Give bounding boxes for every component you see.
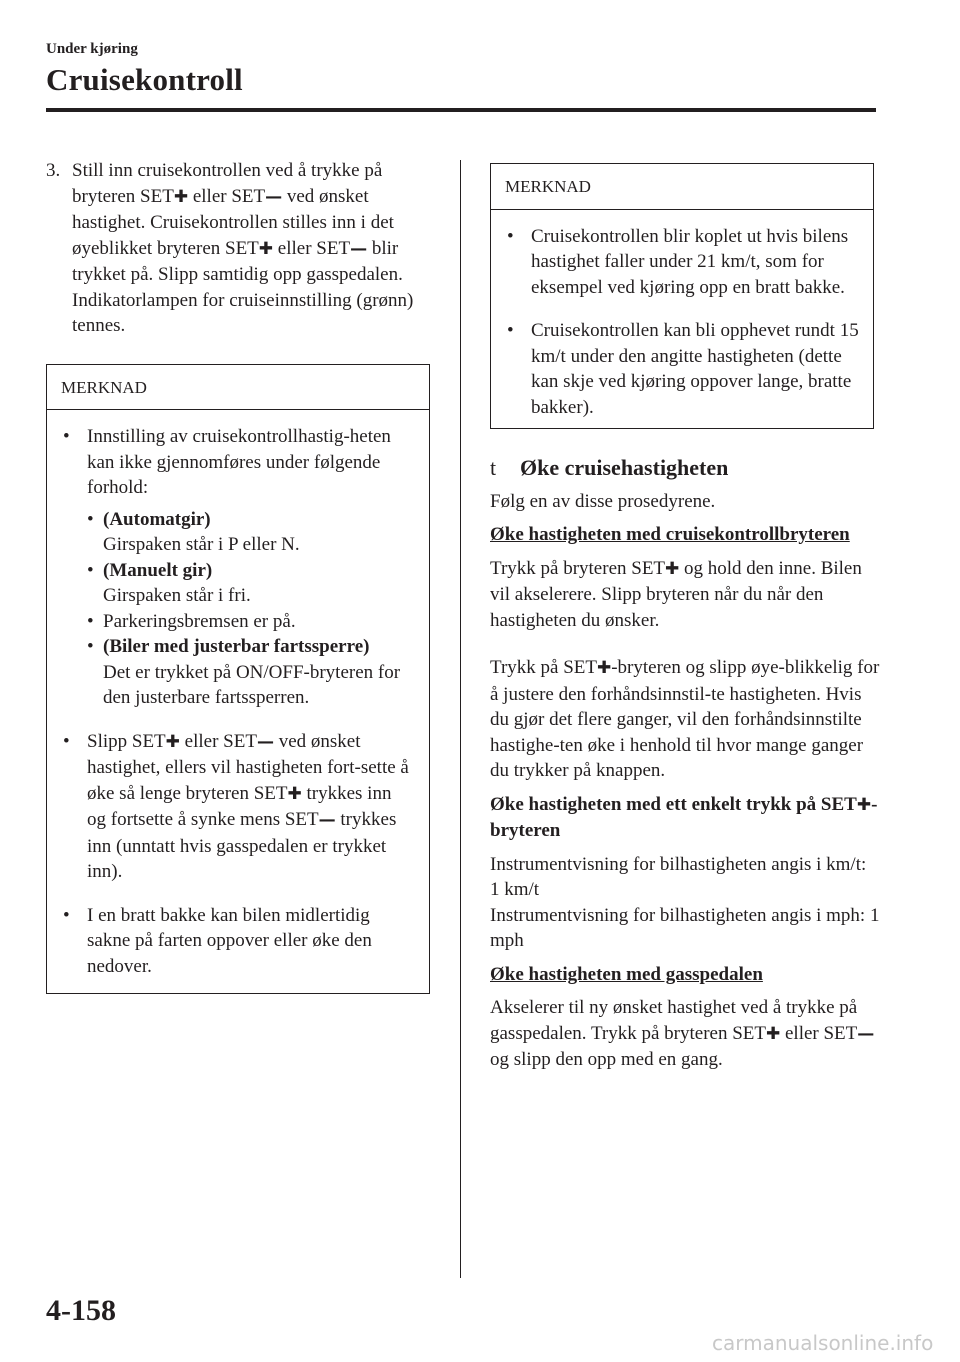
paragraph bbox=[490, 556, 880, 634]
minus-icon: — bbox=[265, 186, 283, 207]
sub-heading-accelerator: Øke hastigheten med gasspedalen bbox=[490, 963, 763, 985]
bullet-text: trykkes inn og fortsette å synke mens SET bbox=[87, 782, 392, 830]
note-bullet bbox=[61, 903, 415, 980]
paragraph bbox=[490, 852, 880, 954]
sub-heading-text: Øke hastigheten med ett enkelt trykk på SET bbox=[490, 793, 857, 815]
plus-icon: ✚ bbox=[596, 658, 612, 678]
note-body bbox=[491, 210, 873, 421]
sub-bullet bbox=[87, 609, 415, 635]
sub-bullet-text: Det er trykket på ON/OFF-bryteren for den justerbare fartssperren. bbox=[103, 661, 401, 708]
bullet-icon: • bbox=[507, 320, 514, 341]
title-rule bbox=[46, 108, 876, 112]
note-bullet bbox=[61, 729, 415, 885]
sub-bullet bbox=[87, 634, 415, 711]
paragraph-text: eller SET bbox=[780, 1022, 858, 1044]
left-column bbox=[46, 158, 436, 994]
note-heading: MERKNAD bbox=[47, 365, 429, 411]
bullet-icon: • bbox=[87, 559, 94, 581]
bullet-text: eller SET bbox=[179, 730, 257, 752]
note-bullet bbox=[505, 318, 859, 420]
bullet-icon: • bbox=[87, 610, 94, 632]
step-3 bbox=[46, 158, 436, 339]
watermark: carmanualsonline.info bbox=[712, 1331, 934, 1355]
section-label: Under kjøring bbox=[46, 41, 138, 57]
plus-icon: ✚ bbox=[765, 1023, 781, 1044]
paragraph-text: og slipp den opp med en gang. bbox=[490, 1049, 723, 1070]
sub-heading-single-press bbox=[490, 792, 880, 844]
note-heading: MERKNAD bbox=[491, 164, 873, 210]
minus-icon: — bbox=[350, 238, 368, 259]
minus-icon: — bbox=[256, 731, 274, 752]
note-bullet bbox=[505, 224, 859, 301]
step-number: 3. bbox=[46, 160, 61, 181]
sub-bullet-bold: (Automatgir) bbox=[103, 508, 211, 530]
note-bullet bbox=[61, 424, 415, 711]
note-box-right bbox=[490, 163, 874, 429]
paragraph-text: og hold den inne. Bilen vil akselerere. Slipp bryteren når du når den hastigheten du ønsker. bbox=[490, 557, 862, 631]
paragraph-text: Trykk på SET bbox=[490, 657, 597, 678]
sub-bullet bbox=[87, 558, 415, 609]
sub-bullet-text: Parkeringsbremsen er på. bbox=[103, 610, 296, 632]
bullet-icon: • bbox=[63, 426, 70, 447]
step-text: blir trykket på. Slipp samtidig opp gasspedalen. Indikatorlampen for cruiseinnstilling (grønn) tennes. bbox=[72, 237, 414, 336]
section-heading bbox=[490, 455, 880, 481]
bullet-text: ved ønsket hastighet, ellers vil hastigheten fort-sette å øke så lenge bryteren SET bbox=[87, 730, 409, 804]
note-body bbox=[47, 410, 429, 979]
paragraph-text: Instrumentvisning for bilhastigheten angis i km/t: 1 km/t bbox=[490, 853, 867, 900]
paragraph-text: Instrumentvisning for bilhastigheten angis i mph: 1 mph bbox=[490, 904, 880, 951]
plus-icon: ✚ bbox=[856, 794, 872, 815]
bullet-icon: • bbox=[63, 730, 70, 752]
heading-marker-icon: t bbox=[490, 455, 497, 480]
sub-bullet-text: Girspaken står i P eller N. bbox=[103, 534, 300, 555]
page-title: Cruisekontroll bbox=[46, 62, 243, 97]
sub-bullet bbox=[87, 507, 415, 558]
sub-heading-cruise-switch: Øke hastigheten med cruisekontrollbryteren bbox=[490, 524, 850, 545]
plus-icon: ✚ bbox=[165, 731, 180, 752]
paragraph-text: Akselerer til ny ønsket hastighet ved å trykke på gasspedalen. Trykk på bryteren SET bbox=[490, 997, 858, 1044]
page-number: 4-158 bbox=[46, 1294, 116, 1327]
bullet-text: Innstilling av cruisekontrollhastig-heten kan ikke gjennomføres under følgende forhold: bbox=[87, 426, 391, 498]
paragraph-text: Trykk på bryteren SET bbox=[490, 557, 666, 579]
bullet-icon: • bbox=[87, 636, 94, 657]
intro-text: Følg en av disse prosedyrene. bbox=[490, 490, 716, 512]
step-text: eller SET bbox=[188, 185, 266, 207]
paragraph-text: -bryteren og slipp øye-blikkelig for å justere den forhåndsinnstil-te hastigheten. Hvis du gjør det flere ganger, vil den forhåndsinnstilte hastighe-ten øke i henhold til hvor mange ganger du trykker på knappen. bbox=[490, 657, 880, 781]
minus-icon: — bbox=[318, 810, 336, 830]
bullet-text: Slipp SET bbox=[87, 730, 166, 752]
sub-bullet-bold: (Manuelt gir) bbox=[103, 559, 213, 581]
bullet-text: trykkes inn (unntatt hvis gasspedalen er trykket inn). bbox=[87, 809, 397, 882]
plus-icon: ✚ bbox=[173, 186, 189, 207]
plus-icon: ✚ bbox=[665, 558, 680, 579]
step-text: Still inn cruisekontrollen ved å trykke på bryteren SET bbox=[72, 160, 383, 207]
note-box-left bbox=[46, 364, 430, 995]
paragraph bbox=[490, 995, 880, 1073]
step-text: ved ønsket hastighet. Cruisekontrollen stilles inn i det øyeblikket bryteren SET bbox=[72, 185, 394, 259]
plus-icon: ✚ bbox=[258, 238, 274, 259]
bullet-text: Cruisekontrollen kan bli opphevet rundt 15 km/t under den angitte hastigheten (dette kan skje ved kjøring oppover lange, bratte bakker). bbox=[531, 320, 859, 418]
bullet-icon: • bbox=[87, 508, 94, 530]
bullet-icon: • bbox=[63, 904, 70, 926]
minus-icon: — bbox=[857, 1023, 875, 1044]
section-heading-text: Øke cruisehastigheten bbox=[520, 455, 729, 480]
bullet-text: I en bratt bakke kan bilen midlertidig sakne på farten oppover eller øke den nedover. bbox=[87, 904, 372, 977]
bullet-text: Cruisekontrollen blir koplet ut hvis bilens hastighet faller under 21 km/t, som for eksempel ved kjøring opp en bratt bakke. bbox=[531, 225, 849, 298]
sub-bullet-text: Girspaken står i fri. bbox=[103, 585, 251, 606]
paragraph bbox=[490, 655, 880, 784]
right-column bbox=[490, 163, 880, 1073]
bullet-icon: • bbox=[507, 225, 514, 247]
sub-heading-text: -bryteren bbox=[490, 793, 878, 841]
step-text: eller SET bbox=[273, 237, 351, 259]
plus-icon: ✚ bbox=[287, 783, 302, 804]
sub-bullet-bold: (Biler med justerbar fartssperre) bbox=[103, 636, 370, 657]
column-divider bbox=[460, 160, 461, 1278]
